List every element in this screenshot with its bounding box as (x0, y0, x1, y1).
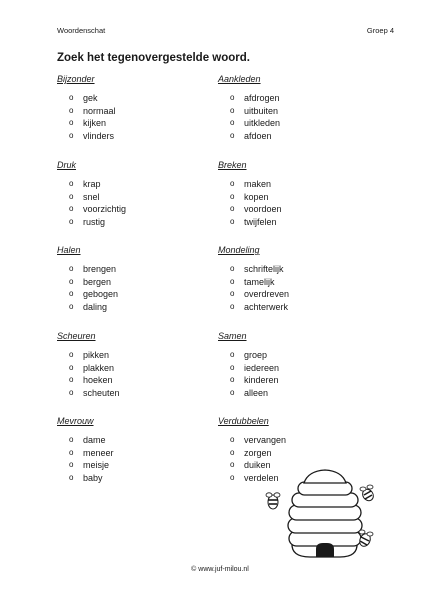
bullet-icon: o (230, 301, 235, 311)
bullet-icon: o (69, 460, 74, 470)
bullet-icon: o (69, 118, 74, 128)
option-label: gek (83, 93, 98, 103)
question-group (57, 74, 217, 142)
answer-option (218, 117, 378, 130)
answer-option (57, 472, 217, 485)
answer-option (57, 362, 217, 375)
question-group (57, 245, 217, 313)
bullet-icon: o (69, 204, 74, 214)
bullet-icon: o (230, 350, 235, 359)
question-group (218, 74, 378, 142)
answer-option (218, 301, 378, 314)
answer-option (57, 191, 217, 204)
question-group (57, 331, 217, 399)
option-label: voorzichtig (83, 204, 127, 215)
category-label: Mevrouw (57, 416, 94, 426)
page-title: Zoek het tegenovergestelde woord. (57, 52, 250, 64)
answer-option (57, 288, 217, 301)
option-label: bergen (83, 276, 112, 287)
bullet-icon: o (69, 447, 74, 457)
bullet-icon: o (69, 191, 74, 201)
answer-option (57, 447, 217, 460)
question-group (57, 160, 217, 228)
option-label: dame (83, 435, 106, 445)
bullet-icon: o (69, 276, 74, 286)
bullet-icon: o (230, 93, 235, 102)
option-label: verdelen (244, 472, 279, 483)
bullet-icon: o (69, 301, 74, 311)
option-label: brengen (83, 264, 117, 274)
category-label: Mondeling (218, 245, 260, 255)
option-label: scheuten (83, 387, 120, 398)
bullet-icon: o (69, 130, 74, 140)
bullet-icon: o (230, 179, 235, 188)
bullet-icon: o (230, 447, 235, 457)
option-label: snel (83, 191, 100, 202)
category-label: Breken (218, 160, 247, 170)
bee-icon (266, 493, 280, 509)
answer-option (57, 349, 217, 362)
bullet-icon: o (230, 264, 235, 273)
category-label: Halen (57, 245, 81, 255)
answer-option (57, 92, 217, 105)
option-label: zorgen (244, 447, 272, 458)
question-group (218, 331, 378, 399)
option-label: alleen (244, 387, 269, 398)
answer-option (218, 178, 378, 191)
answer-option (218, 191, 378, 204)
question-group (218, 245, 378, 313)
option-label: meneer (83, 447, 114, 458)
bullet-icon: o (69, 93, 74, 102)
answer-option (218, 349, 378, 362)
answer-option (57, 203, 217, 216)
answer-option (57, 178, 217, 191)
option-label: afdoen (244, 130, 272, 141)
bullet-icon: o (69, 472, 74, 482)
option-label: pikken (83, 350, 110, 360)
option-label: maken (244, 179, 272, 189)
bullet-icon: o (230, 118, 235, 128)
option-label: vervangen (244, 435, 287, 445)
option-label: baby (83, 472, 103, 483)
bullet-icon: o (230, 375, 235, 385)
option-label: voordoen (244, 204, 282, 215)
answer-option (218, 447, 378, 460)
bullet-icon: o (69, 362, 74, 372)
option-label: normaal (83, 105, 116, 116)
bullet-icon: o (230, 387, 235, 397)
option-label: rustig (83, 216, 106, 227)
bullet-icon: o (230, 216, 235, 226)
category-label: Aankleden (218, 74, 261, 84)
option-label: kopen (244, 191, 269, 202)
answer-option (57, 434, 217, 447)
answer-option (57, 117, 217, 130)
answer-option (57, 263, 217, 276)
option-label: uitkleden (244, 118, 281, 129)
option-label: daling (83, 301, 108, 312)
bullet-icon: o (230, 460, 235, 470)
option-label: afdrogen (244, 93, 280, 103)
answer-option (218, 387, 378, 400)
answer-option (57, 459, 217, 472)
option-label: twijfelen (244, 216, 277, 227)
category-label: Scheuren (57, 331, 96, 341)
option-label: gebogen (83, 289, 119, 300)
answer-option (218, 203, 378, 216)
answer-option (218, 362, 378, 375)
bullet-icon: o (69, 350, 74, 359)
bullet-icon: o (69, 387, 74, 397)
bullet-icon: o (230, 191, 235, 201)
bullet-icon: o (230, 435, 235, 444)
answer-option (218, 263, 378, 276)
bullet-icon: o (69, 435, 74, 444)
option-label: achterwerk (244, 301, 289, 312)
answer-option (57, 301, 217, 314)
option-label: iedereen (244, 362, 280, 373)
option-label: vlinders (83, 130, 115, 141)
bullet-icon: o (69, 375, 74, 385)
bullet-icon: o (69, 264, 74, 273)
option-label: kinderen (244, 375, 279, 386)
option-label: plakken (83, 362, 115, 373)
answer-option (218, 434, 378, 447)
answer-option (218, 374, 378, 387)
answer-option (57, 374, 217, 387)
answer-option (218, 276, 378, 289)
answer-option (57, 216, 217, 229)
option-label: tamelijk (244, 276, 275, 287)
category-label: Verdubbelen (218, 416, 269, 426)
bullet-icon: o (230, 130, 235, 140)
answer-option (218, 92, 378, 105)
option-label: schriftelijk (244, 264, 284, 274)
answer-option (218, 105, 378, 118)
option-label: groep (244, 350, 268, 360)
answer-option (57, 130, 217, 143)
footer-copyright: © www.juf-milou.nl (191, 566, 249, 573)
option-label: duiken (244, 460, 271, 471)
category-label: Druk (57, 160, 77, 170)
answer-option (218, 288, 378, 301)
answer-option (57, 105, 217, 118)
answer-option (57, 387, 217, 400)
bullet-icon: o (69, 289, 74, 299)
answer-option (218, 216, 378, 229)
bullet-icon: o (230, 105, 235, 115)
option-label: uitbuiten (244, 105, 279, 116)
header-grade: Groep 4 (366, 26, 394, 35)
option-label: overdreven (244, 289, 290, 300)
answer-option (218, 130, 378, 143)
bullet-icon: o (230, 362, 235, 372)
category-label: Samen (218, 331, 247, 341)
bullet-icon: o (69, 105, 74, 115)
option-label: kijken (83, 118, 107, 129)
question-group (218, 160, 378, 228)
bullet-icon: o (69, 216, 74, 226)
category-label: Bijzonder (57, 74, 95, 84)
question-group (57, 416, 217, 484)
answer-option (57, 276, 217, 289)
beehive-with-bees-icon (262, 465, 390, 563)
bullet-icon: o (230, 472, 235, 482)
bee-icon (358, 530, 373, 548)
option-label: meisje (83, 460, 110, 471)
bee-icon (360, 485, 376, 503)
option-label: krap (83, 179, 101, 189)
bullet-icon: o (230, 276, 235, 286)
header-subject: Woordenschat (57, 26, 106, 35)
bullet-icon: o (230, 204, 235, 214)
option-label: hoeken (83, 375, 113, 386)
bullet-icon: o (230, 289, 235, 299)
bullet-icon: o (69, 179, 74, 188)
